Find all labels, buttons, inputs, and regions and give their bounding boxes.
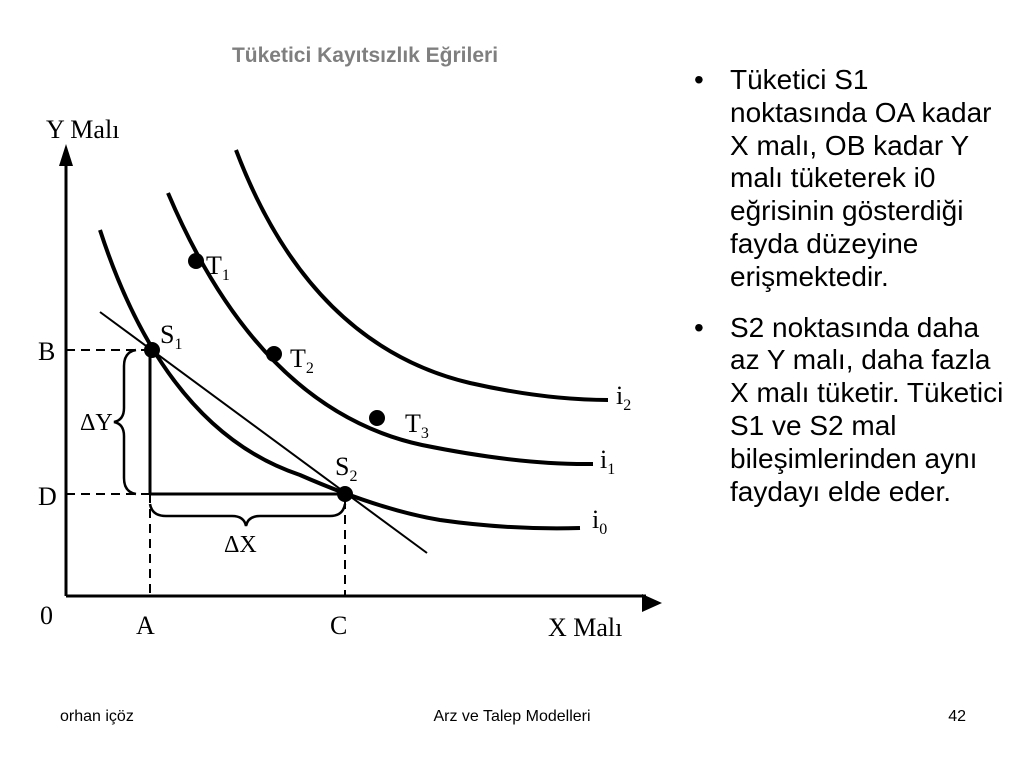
bullet-text: Tüketici S1 noktasında OA kadar X malı, OB kadar Y malı tüketerek i0 eğrisinin gösterdiği fayda düzeyine erişmektedir.	[730, 64, 992, 292]
y-axis-label: Y Malı	[46, 115, 120, 144]
tick-label-c: C	[330, 611, 348, 640]
footer-page-number: 42	[948, 708, 966, 725]
bullet-item	[690, 64, 1010, 294]
point-t3	[369, 410, 385, 426]
tick-label-a: A	[136, 611, 155, 640]
bullet-marker: •	[694, 311, 704, 343]
bullet-item	[690, 312, 1010, 509]
footer-course: Arz ve Talep Modelleri	[433, 708, 591, 725]
bullet-marker: •	[694, 64, 704, 95]
label-s2: $S_2$	[335, 452, 358, 485]
delta-y-brace	[114, 350, 136, 494]
delta-x-brace	[150, 504, 345, 526]
x-axis-arrow	[642, 594, 662, 612]
label-i0: $i_0$	[592, 505, 608, 538]
y-axis-arrow	[59, 144, 73, 166]
slide-title: Tüketici Kayıtsızlık Eğrileri	[231, 44, 499, 67]
label-t1: $T_1$	[206, 251, 230, 284]
point-t1	[188, 253, 204, 269]
origin-label: 0	[40, 601, 53, 630]
point-s1	[144, 342, 160, 358]
curve-i0	[100, 230, 580, 528]
bullet-text: S2 noktasında daha az Y malı, daha fazla X malı tüketir. Tüketici S1 ve S2 mal bileşimlerinden aynı faydayı elde eder.	[730, 311, 1004, 507]
delta-x-label: ΔX	[224, 532, 257, 558]
label-s1: $S_1$	[160, 320, 183, 353]
label-t2: $T_2$	[290, 344, 314, 377]
label-i2: $i_2$	[616, 381, 632, 414]
point-t2	[266, 346, 282, 362]
tick-label-b: B	[38, 337, 56, 366]
label-i1: $i_1$	[600, 445, 616, 478]
tick-label-d: D	[38, 482, 57, 511]
bullet-list	[690, 64, 1010, 526]
x-axis-label: X Malı	[548, 613, 623, 642]
point-s2	[337, 486, 353, 502]
footer-author: orhan içöz	[60, 708, 134, 725]
label-t3: $T_3$	[405, 409, 429, 442]
delta-y-label: ΔY	[80, 410, 113, 436]
